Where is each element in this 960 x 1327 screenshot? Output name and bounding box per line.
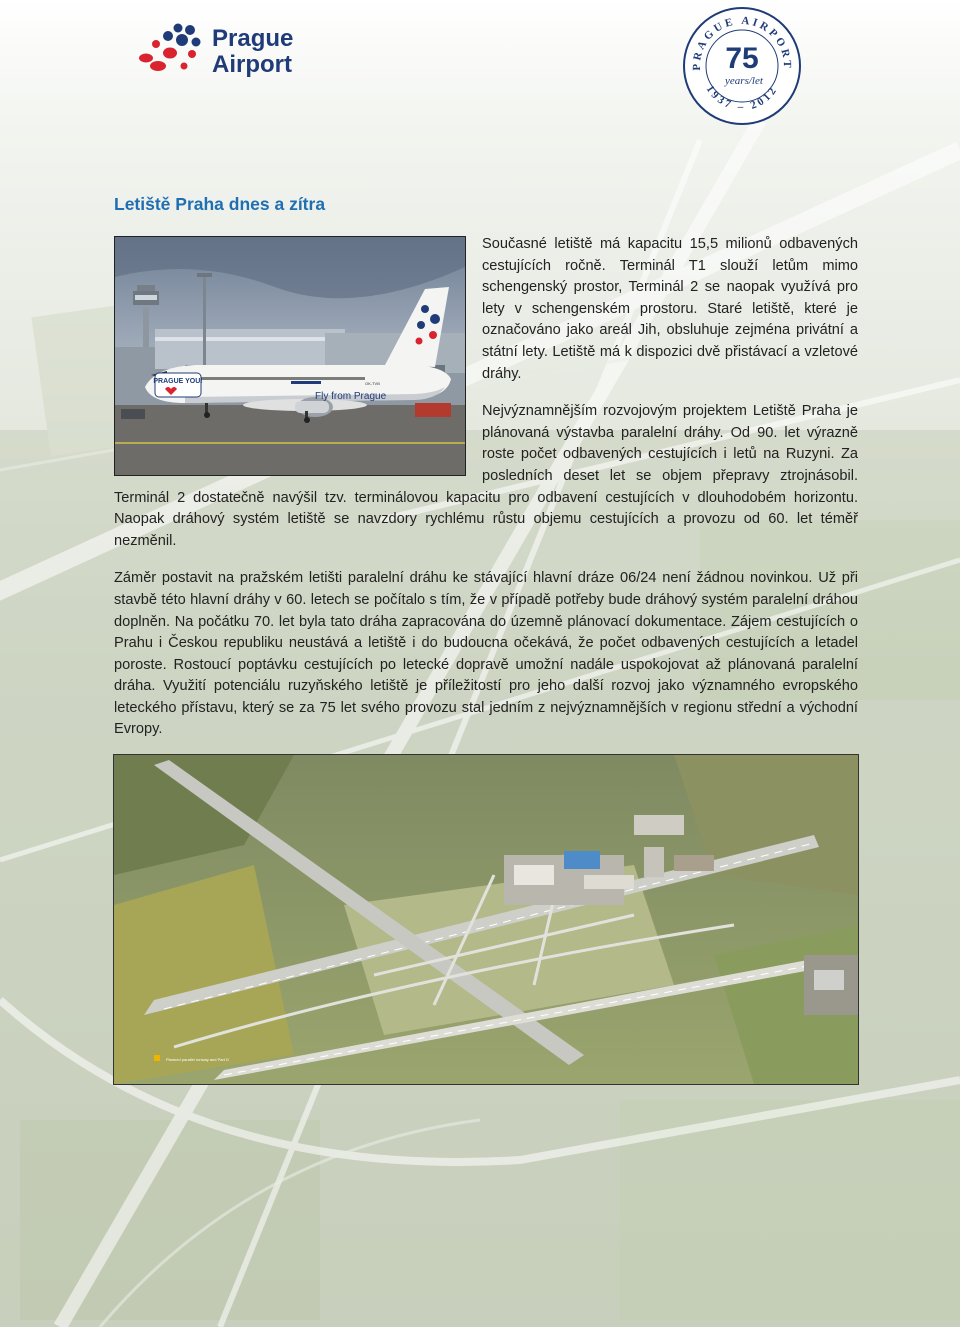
seal-bottom-text: 1937 – 2012 [703, 83, 781, 113]
seal-number: 75 [725, 42, 759, 75]
aerial-legend: Planned parallel runway and Part D [166, 1057, 229, 1062]
seal-top-text: PRAGUE AIRPORT [690, 14, 794, 71]
article-body [114, 234, 858, 741]
prague-airport-logo [132, 20, 332, 85]
seal-years: years/let [725, 75, 763, 87]
paragraph-development: Nejvýznamnějším rozvojovým projektem Letiště Praha je plánovaná výstavba paralelní dráhy. Od 90. let výrazně roste počet odbavených cestujících i letů na Ruzyni. Za posledních deset let se objem přepravy ztrojnásobil. Terminál 2 dostatečně navýšil tzv. terminálovou kapacitu pro odbavení cestujících v dlouhodobém horizontu. Naopak dráhový systém letiště se navzdory rychlému růstu objemu cestujících a provozu od 60. let téměř nezměnil. [114, 403, 858, 549]
airport-aerial-photo [113, 754, 859, 1085]
paragraph-parallel-runway: Záměr postavit na pražském letišti paralelní dráhu ke stávající hlavní dráze 06/24 není žádnou novinkou. Už při stavbě této hlavní dráhy v 60. letech se počítalo s tím, že v případě potřeby bude dráhový systém paralelní dráhou doplněn. Na počátku 70. let byla tato dráha zapracována do územně plánovací dokumentace. Zájem cestujících o Prahu i Českou republiku neustává a letiště i do budoucna očekává, že počet odbavených cestujících a letadel poroste. Rostoucí poptávku cestujících po letecké dopravě umožní nadále uspokojovat až plánovaná paralelní dráha. Využití potenciálu ruzyňského letiště je příležitostí pro jeho další rozvoj jako významného evropského leteckého přístavu, který se za 75 let svého provozu stal jedním z nejvýznamnějších v regionu střední a východní Evropy. [114, 570, 858, 738]
plane-registration: OK-TVB [365, 381, 380, 386]
paragraph-capacity: Současné letiště má kapacitu 15,5 milionů odbavených cestujících ročně. Terminál T1 slouží letům mimo schengenský prostor, Terminál 2 se naopak využívá pro lety v schengenském prostoru. Staré letiště, které je označováno jako areál Jih, obsluhuje zejména privátní a státní lety. Letiště má k dispozici dvě přistávací a vzletové dráhy. [482, 236, 858, 382]
plane-fuselage-text: Fly from Prague [315, 391, 387, 402]
plane-tail-logo-text: PRAGUE YOU! [153, 378, 203, 385]
page-title: Letiště Praha dnes a zítra [114, 194, 326, 214]
airplane-photo [114, 236, 466, 476]
logo-line1: Prague [212, 25, 294, 52]
logo-dots-icon [139, 24, 201, 72]
anniversary-seal [680, 4, 805, 134]
logo-line2: Airport [212, 51, 292, 78]
